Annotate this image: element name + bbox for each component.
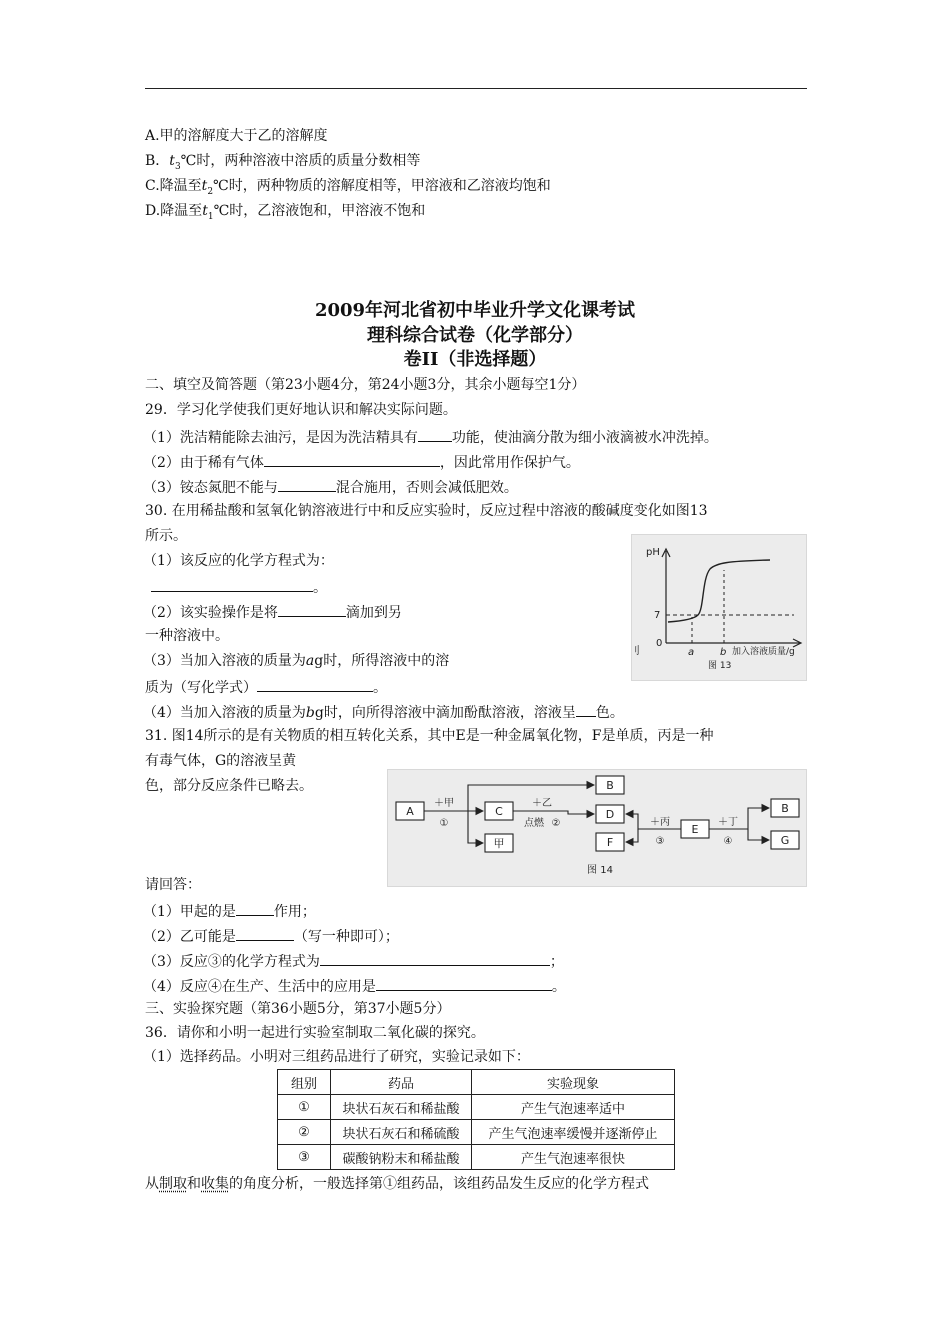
fig13-y-tick: 7 [654, 610, 661, 621]
q30-part1-answer: 。 [151, 577, 327, 597]
fig14-plus-bing: ＋丙 [650, 817, 670, 828]
fig13-caption: 图 13 [708, 661, 732, 671]
q30-part3: （3）当加入溶液的质量为ag时，所得溶液中的溶 [143, 653, 450, 669]
q31-part4: （4）反应④在生产、生活中的应用是 。 [143, 976, 566, 996]
q30-stem-line2: 所示。 [145, 528, 187, 544]
fig13-origin: 0 [656, 638, 663, 649]
q31-stem-line3: 色，部分反应条件已略去。 [145, 778, 313, 794]
figure-13 [631, 534, 807, 681]
table-cell: 碳酸钠粉末和稀盐酸 [331, 1145, 472, 1170]
q29-part2: （2）由于稀有气体 ，因此常用作保护气。 [143, 452, 580, 472]
option-a: A.甲的溶解度大于乙的溶解度 [145, 128, 328, 144]
fig13-x-tick-a: a [688, 647, 695, 658]
table-header-cell: 组别 [278, 1070, 331, 1095]
q30-part4: （4）当加入溶液的质量为bg时，向所得溶液中滴加酚酞溶液，溶液呈 色。 [143, 702, 624, 722]
section3-heading: 三、实验探究题（第36小题5分，第37小题5分） [145, 1001, 451, 1017]
fig14-reaction-1: ① [439, 818, 449, 829]
fig14-reaction-3: ③ [655, 836, 665, 847]
fig14-plus-ding: ＋丁 [718, 817, 738, 828]
fig14-caption: 图 14 [587, 865, 613, 876]
table-header-row [278, 1070, 675, 1095]
table-header-cell: 药品 [331, 1070, 472, 1095]
table-cell: 产生气泡速率适中 [472, 1095, 675, 1120]
fig14-label-c: C [495, 805, 503, 818]
q29-stem: 29．学习化学使我们更好地认识和解决实际问题。 [145, 402, 457, 418]
fig14-label-jia: 甲 [493, 837, 505, 850]
fig13-x-tick-b: b [720, 647, 727, 658]
table-cell: ① [278, 1095, 331, 1120]
fig14-reaction-2: ② [551, 818, 561, 829]
answer-blank[interactable] [264, 452, 440, 467]
q30-part3-cont: 质为（写化学式） 。 [145, 677, 387, 697]
answer-blank[interactable] [257, 677, 373, 692]
fig14-label-a: A [406, 805, 414, 818]
q36-last-line: 从制取和收集的角度分析，一般选择第①组药品，该组药品发生反应的化学方程式 [145, 1176, 649, 1192]
fig13-y-label: pH [646, 547, 660, 558]
q31-stem-line1: 31. 图14所示的是有关物质的相互转化关系，其中E是一种金属氧化物，F是单质，丙是一种 [145, 728, 714, 744]
q31-part2: （2）乙可能是 （写一种即可）； [143, 926, 399, 946]
fig14-label-d: D [605, 808, 615, 821]
q36-part1: （1）选择药品。小明对三组药品进行了研究，实验记录如下： [143, 1049, 530, 1065]
q30-stem-line1: 30. 在用稀盐酸和氢氧化钠溶液进行中和反应实验时，反应过程中溶液的酸碱度变化如图13 [145, 503, 708, 519]
fig14-label-f: F [606, 836, 614, 849]
table-row [278, 1145, 675, 1170]
experiment-table [277, 1069, 675, 1170]
q36-stem: 36．请你和小明一起进行实验室制取二氧化碳的探究。 [145, 1025, 485, 1041]
table-cell: ③ [278, 1145, 331, 1170]
figure-14 [387, 769, 807, 887]
paper-part: 卷II（非选择题） [403, 349, 547, 370]
answer-blank[interactable] [236, 901, 274, 916]
table-cell: 产生气泡速率缓慢并逐渐停止 [472, 1120, 675, 1145]
table-cell: 块状石灰石和稀硫酸 [331, 1120, 472, 1145]
q31-stem-line2: 有毒气体，G的溶液呈黄 [145, 753, 297, 769]
exam-subtitle: 理科综合试卷（化学部分） [367, 325, 583, 346]
fig14-label-b1: B [606, 779, 614, 792]
fig14-reaction-4: ④ [723, 836, 733, 847]
answer-blank[interactable] [418, 427, 452, 442]
q31-part3: （3）反应③的化学方程式为 ； [143, 951, 564, 971]
q31-part1: （1）甲起的是 作用； [143, 901, 316, 921]
table-cell: 块状石灰石和稀盐酸 [331, 1095, 472, 1120]
q29-part3: （3）铵态氮肥不能与 混合施用，否则会减低肥效。 [143, 477, 518, 497]
fig14-label-g: G [780, 834, 790, 847]
option-c: C.降温至$t_2℃$时，两种物质的溶解度相等，甲溶液和乙溶液均饱和 [145, 178, 551, 197]
section2-heading: 二、填空及简答题（第23小题4分，第24小题3分，其余小题每空1分） [145, 377, 586, 393]
option-b: B．$t_3℃$时，两种溶液中溶质的质量分数相等 [145, 153, 421, 172]
fig14-label-e: E [691, 823, 699, 836]
answer-blank[interactable] [278, 477, 336, 492]
fig13-axes [662, 549, 801, 647]
table-cell: ② [278, 1120, 331, 1145]
answer-blank[interactable] [320, 951, 550, 966]
header-rule [145, 88, 807, 89]
q30-part2: （2）该实验操作是将 滴加到另 [143, 602, 402, 622]
fig14-label-b2: B [781, 802, 789, 815]
table-header-cell: 实验现象 [472, 1070, 675, 1095]
exam-title: 2009年河北省初中毕业升学文化课考试 [314, 300, 636, 321]
answer-blank[interactable] [151, 577, 313, 592]
table-row [278, 1095, 675, 1120]
fig13-ph-curve [668, 560, 770, 622]
q29-part1: （1）洗洁精能除去油污，是因为洗洁精具有 功能，使油滴分散为细小液滴被水冲洗掉。 [143, 427, 718, 447]
table-row [278, 1120, 675, 1145]
answer-blank[interactable] [236, 926, 294, 941]
fig14-plus-yi: ＋乙 [532, 798, 552, 809]
option-d: D.降温至$t_1℃$时，乙溶液饱和，甲溶液不饱和 [145, 203, 426, 222]
answer-blank[interactable] [278, 602, 346, 617]
table-cell: 产生气泡速率很快 [472, 1145, 675, 1170]
answer-blank[interactable] [376, 976, 552, 991]
fig14-plus-jia: ＋甲 [434, 798, 454, 809]
q30-part2-cont: 一种溶液中。 [145, 628, 229, 644]
q30-part1: （1）该反应的化学方程式为： [143, 553, 334, 569]
answer-blank[interactable] [576, 702, 596, 717]
q31-ask: 请回答： [145, 877, 201, 893]
fig13-x-label: 加入溶液质量/g [732, 647, 795, 657]
fig14-ignite: 点燃 [524, 818, 544, 829]
fig13-edge-mark: 刂 [630, 646, 640, 657]
